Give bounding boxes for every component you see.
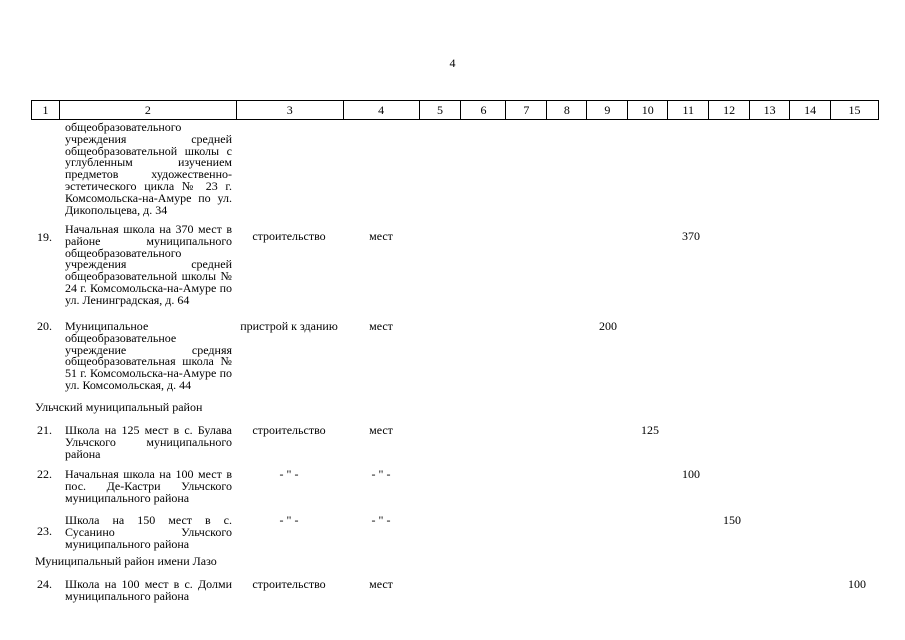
table-header-row [31, 100, 879, 120]
continuation-description: общеобразовательного учреждения средней общеобразовательной школы с углубленным изучением предметов художественно-эстетического цикла № 23 г. Комсомольска-на-Амуре по ул. Дикопольцева, д. 34 [65, 120, 232, 217]
row-description: Школа на 125 мест в с. Булава Ульчского муниципального района [65, 423, 232, 461]
row-value: 150 [723, 513, 741, 527]
row-value: 200 [599, 319, 617, 333]
row-description: Школа на 100 мест в с. Долми муниципального района [65, 579, 232, 603]
row-unit: мест [369, 319, 393, 333]
row-work-type: строительство [252, 423, 326, 437]
row-unit: мест [369, 229, 393, 243]
row-description: Начальная школа на 370 мест в районе муниципального общеобразовательного учреждения средней общеобразовательной школы № 24 г. Комсомольска-на-Амуре по ул. Ленинградская, д. 64 [65, 222, 232, 307]
column-header: 12 [709, 101, 750, 119]
row-unit: мест [369, 423, 393, 437]
row-description: Начальная школа на 100 мест в пос. Де-Кастри Ульчского муниципального района [65, 467, 232, 505]
row-value: 370 [682, 229, 700, 243]
section-heading: Муниципальный район имени Лазо [35, 554, 217, 568]
column-header: 10 [628, 101, 668, 119]
column-header: 8 [547, 101, 587, 119]
row-work-type: пристрой к зданию [240, 319, 338, 333]
column-header: 14 [790, 101, 831, 119]
row-number: 21. [37, 423, 52, 437]
column-header: 13 [750, 101, 790, 119]
column-header: 3 [237, 101, 344, 119]
column-header: 2 [60, 101, 237, 119]
row-number: 22. [37, 467, 52, 481]
row-work-type: - " - [279, 467, 299, 481]
row-unit: мест [369, 577, 393, 591]
column-header: 4 [344, 101, 420, 119]
column-header: 7 [506, 101, 547, 119]
row-description: Муниципальное общеобразовательное учреждение средняя общеобразовательная школа № 51 г. Комсомольска-на-Амуре по ул. Комсомольская, д. 44 [65, 319, 232, 392]
section-heading: Ульчский муниципальный район [35, 400, 203, 414]
row-value: 100 [848, 577, 866, 591]
row-value: 100 [682, 467, 700, 481]
column-header: 1 [32, 101, 60, 119]
row-work-type: - " - [279, 513, 299, 527]
column-header: 15 [848, 103, 861, 117]
row-work-type: строительство [252, 229, 326, 243]
row-unit: - " - [371, 467, 391, 481]
row-work-type: строительство [252, 577, 326, 591]
row-unit: - " - [371, 513, 391, 527]
row-number: 24. [37, 577, 52, 591]
column-header: 5 [420, 101, 462, 119]
row-value: 125 [641, 423, 659, 437]
page-number: 4 [449, 56, 456, 70]
column-header: 9 [587, 101, 628, 119]
row-number: 20. [37, 319, 52, 333]
row-number: 23. [37, 524, 52, 538]
column-header: 11 [668, 101, 709, 119]
column-header: 6 [461, 101, 506, 119]
row-description: Школа на 150 мест в с. Сусанино Ульчского муниципального района [65, 513, 232, 551]
row-number: 19. [37, 230, 52, 244]
